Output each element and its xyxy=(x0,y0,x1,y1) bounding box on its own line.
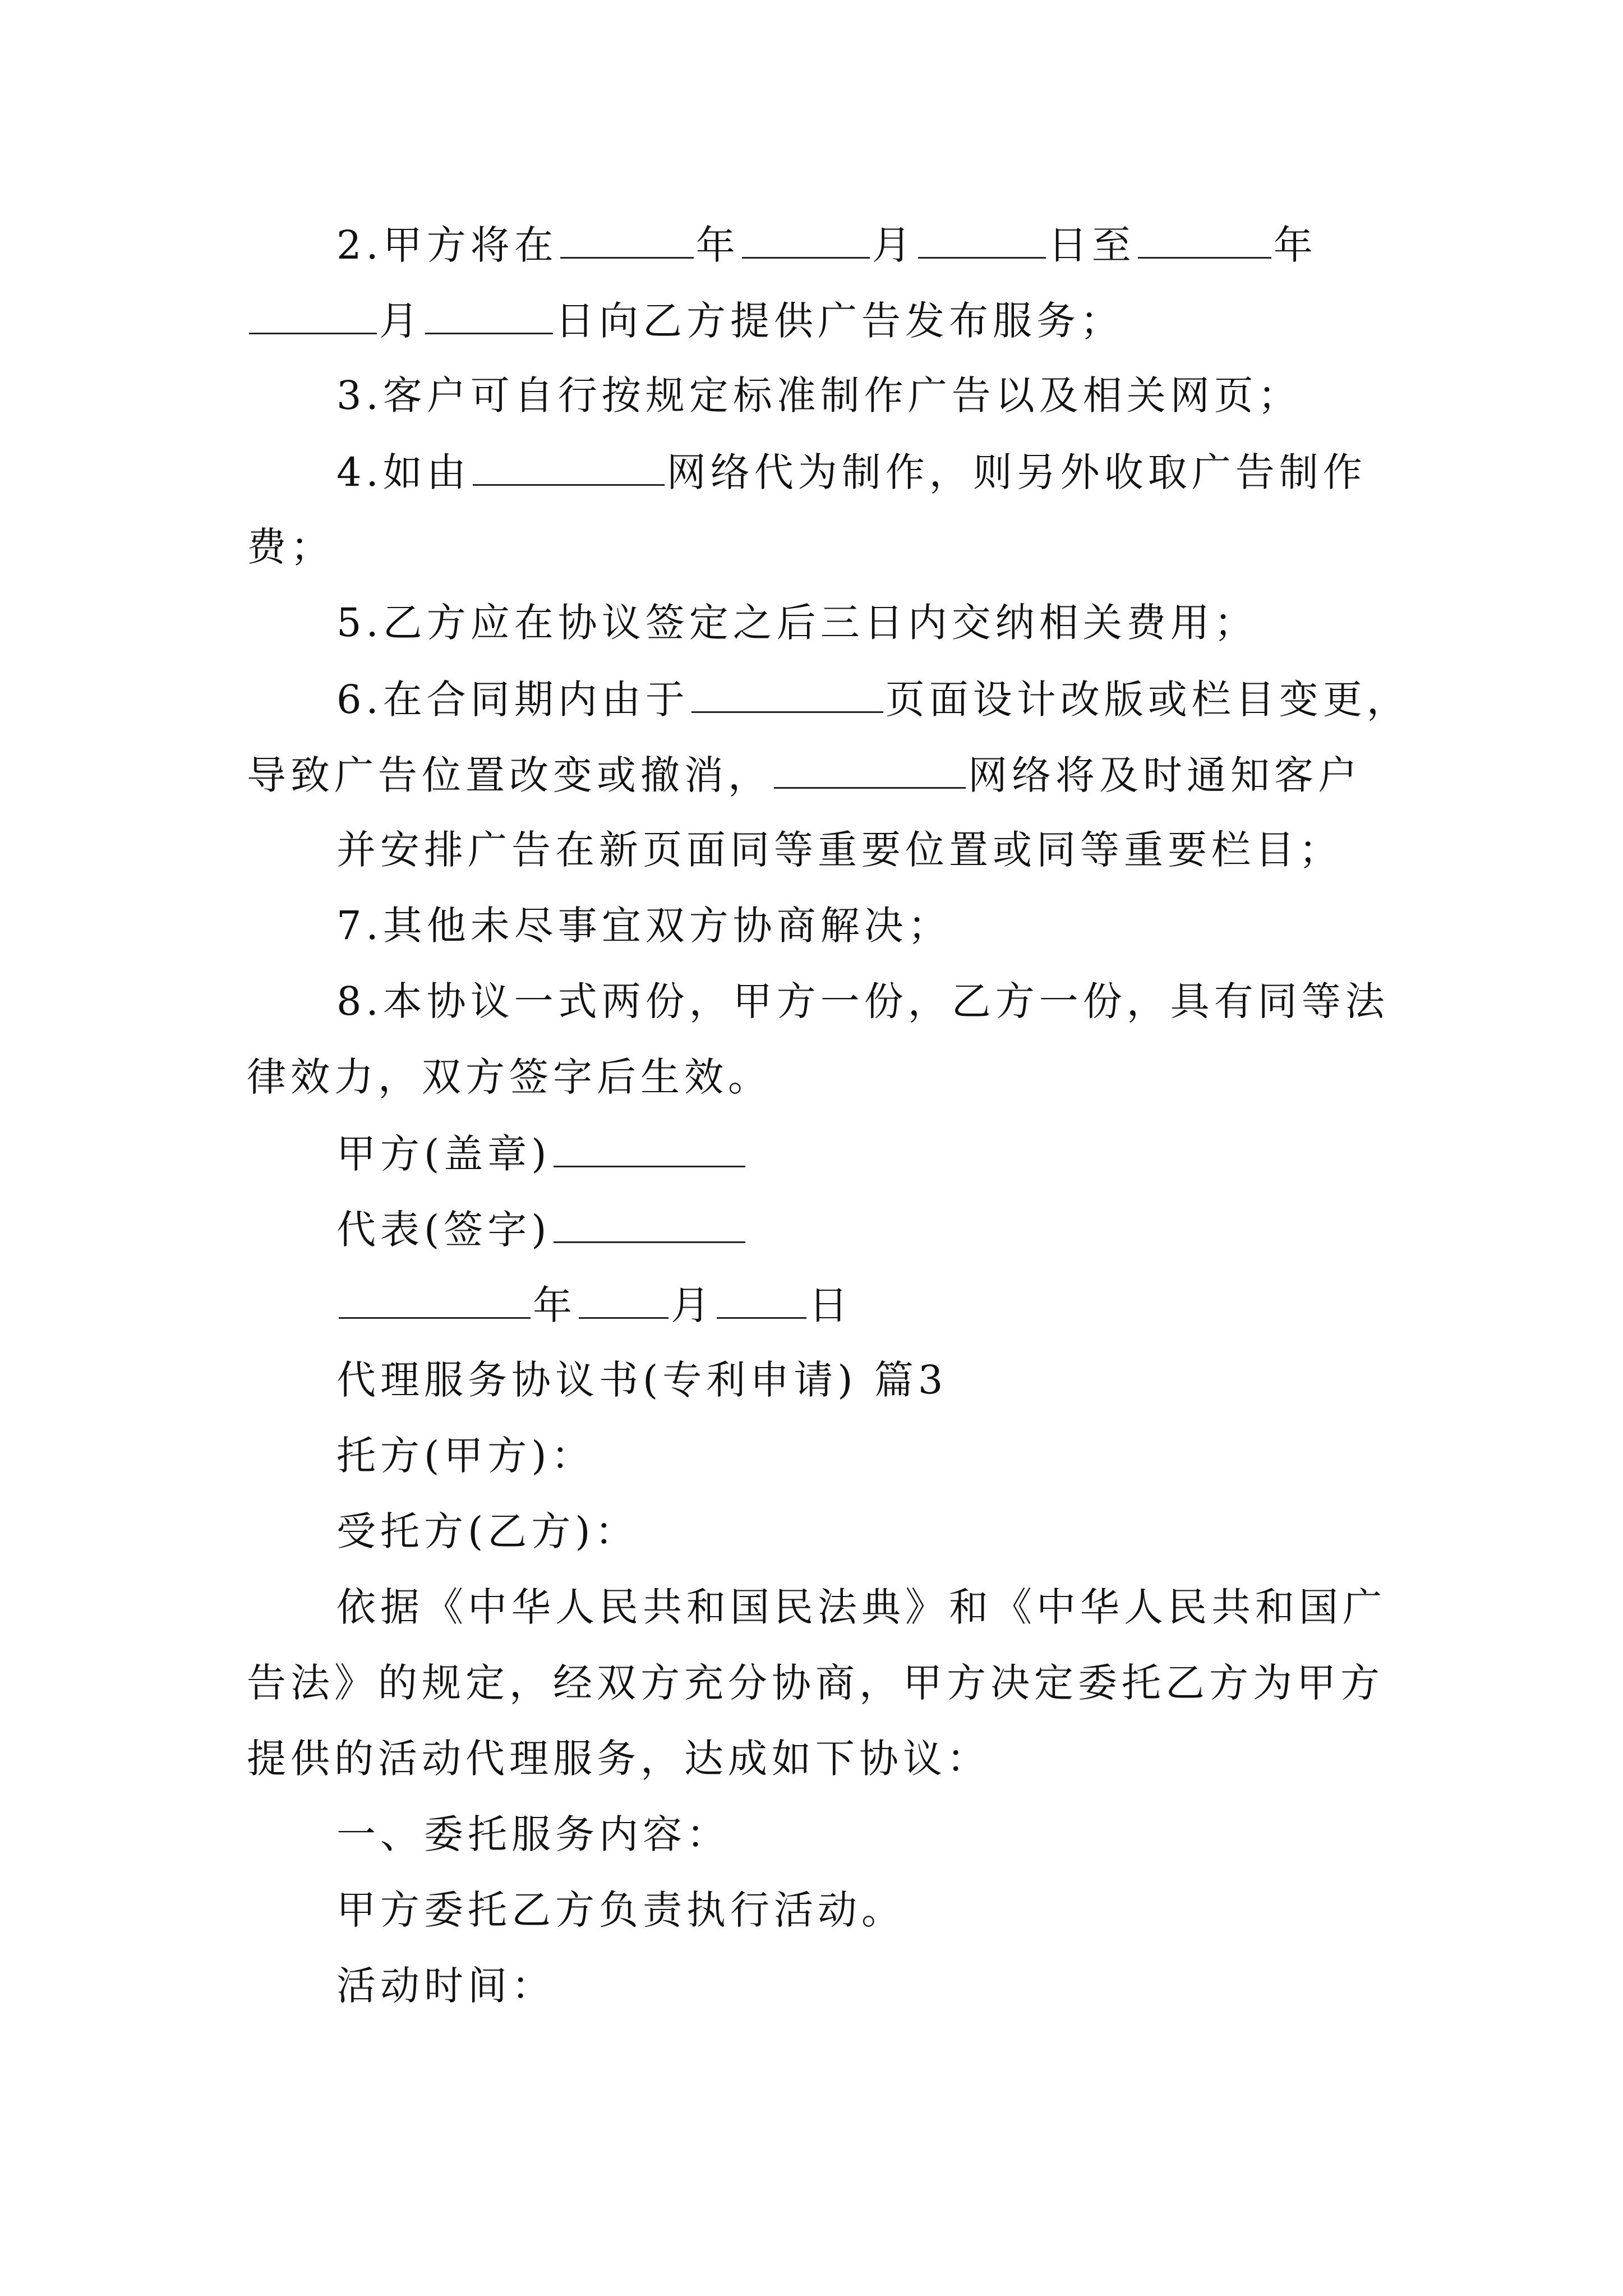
blank-field xyxy=(717,1285,806,1319)
preamble-line-2: 告法》的规定，经双方充分协商，甲方决定委托乙方为甲方 xyxy=(247,1660,1384,1706)
month-label: 月 xyxy=(379,298,423,344)
item-4-text: 4.如由 xyxy=(336,449,471,495)
item-6-text-3: 网络将及时通知客户 xyxy=(968,752,1362,798)
item-4-text-cont: 网络代为制作，则另外收取广告制作 xyxy=(666,449,1367,495)
item-2-text-end: 日向乙方提供广告发布服务； xyxy=(555,298,1124,344)
signature-party-a xyxy=(336,1131,1376,1177)
item-6-text-cont: 页面设计改版或栏目变更， xyxy=(885,677,1410,723)
blank-field xyxy=(554,1133,745,1167)
blank-field xyxy=(742,224,870,259)
blank-field xyxy=(425,300,553,334)
blank-field xyxy=(554,1209,745,1243)
month-label: 月 xyxy=(671,1282,714,1328)
signature-representative xyxy=(336,1207,1376,1253)
item-5: 5.乙方应在协议签定之后三日内交纳相关费用； xyxy=(336,600,1258,646)
preamble-line-3: 提供的活动代理服务，达成如下协议： xyxy=(247,1736,990,1782)
item-7: 7.其他未尽事宜双方协商解决； xyxy=(336,903,952,949)
representative-label: 代表(签字) xyxy=(336,1207,551,1253)
month-label: 月 xyxy=(872,222,916,268)
year-label: 年 xyxy=(695,222,740,268)
blank-field xyxy=(473,452,665,486)
item-3: 3.客户可自行按规定标准制作广告以及相关网页； xyxy=(336,372,1302,418)
item-4-line-1 xyxy=(336,449,1376,495)
blank-field xyxy=(691,679,883,713)
day-label: 日至 xyxy=(1048,222,1136,268)
blank-field xyxy=(1138,224,1271,259)
party-a-seal-label: 甲方(盖章) xyxy=(336,1131,551,1177)
activity-time-label: 活动时间： xyxy=(336,1963,555,2009)
item-6-line-3: 并安排广告在新页面同等重要位置或同等重要栏目； xyxy=(336,827,1343,873)
blank-field xyxy=(339,1285,531,1319)
section-title: 代理服务协议书(专利申请) 篇3 xyxy=(336,1357,948,1403)
item-6-line-2 xyxy=(247,752,1376,798)
blank-field xyxy=(918,224,1046,259)
item-6-text: 6.在合同期内由于 xyxy=(336,677,689,723)
agent-party-label: 受托方(乙方)： xyxy=(336,1508,639,1554)
item-8-line-1: 8.本协议一式两份，甲方一份，乙方一份，具有同等法 xyxy=(336,978,1389,1024)
blank-field xyxy=(774,754,966,789)
year-label: 年 xyxy=(533,1282,577,1328)
item-6-line-1 xyxy=(336,677,1410,723)
item-6-text-2: 导致广告位置改变或撤消， xyxy=(247,752,772,798)
item-2-line-2 xyxy=(247,298,1376,344)
year-label: 年 xyxy=(1273,222,1317,268)
blank-field xyxy=(249,300,377,334)
item-8-line-2: 律效力，双方签字后生效。 xyxy=(247,1054,772,1100)
signature-date xyxy=(336,1282,1376,1328)
day-label: 日 xyxy=(809,1282,852,1328)
item-2-text: 2.甲方将在 xyxy=(336,222,558,268)
item-4-line-2: 费； xyxy=(247,524,334,570)
blank-field xyxy=(560,224,694,259)
blank-field xyxy=(579,1285,668,1319)
preamble-line-1: 依据《中华人民共和国民法典》和《中华人民共和国广 xyxy=(336,1584,1386,1630)
service-content-text: 甲方委托乙方负责执行活动。 xyxy=(336,1887,905,1933)
client-party-label: 托方(甲方)： xyxy=(336,1433,595,1479)
heading-service-content: 一、委托服务内容： xyxy=(336,1811,730,1857)
item-2-line-1 xyxy=(336,222,1376,268)
